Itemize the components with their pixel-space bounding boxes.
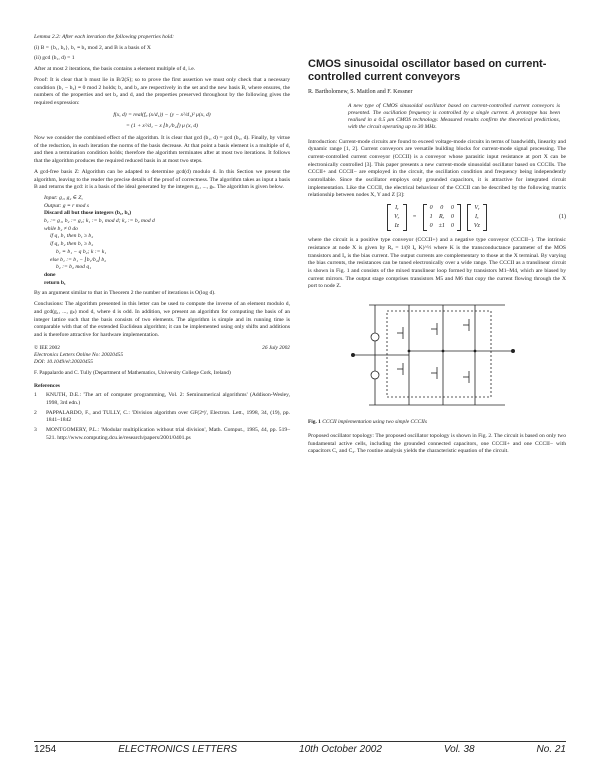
- figure-caption-label: Fig. 1: [308, 419, 321, 426]
- issue-number: No. 21: [536, 744, 566, 755]
- matrix-lhs: [387, 204, 406, 231]
- reference-text: KNUTH, D.E.: 'The art of computer programming, Vol. 2: Seminumerical algorithms' (Addison-Wesley, 1998, 3rd edn.): [46, 392, 290, 407]
- equation-1: f(x, d) = real(f₀ (x/d₁)) − (y − x²/d₁)² μ(x, d): [113, 111, 211, 118]
- footer-rule: [34, 741, 566, 742]
- lemma-heading: Lemma 2.2: After each iteration the following properties hold:: [34, 34, 174, 40]
- algo-keyword-line: return b₁: [44, 279, 66, 286]
- algo-keyword-line: done: [44, 271, 56, 278]
- reference-number: 1: [34, 392, 37, 399]
- matrix-cell: Iₓ: [475, 213, 479, 220]
- circuit-schematic: [347, 297, 527, 415]
- references-heading: References: [34, 382, 60, 389]
- reference-number: 3: [34, 427, 37, 434]
- received-date: 26 July 2002: [262, 344, 290, 351]
- journal-name: ELECTRONICS LETTERS: [118, 744, 238, 755]
- algo-line: b₁ ≡ b₁ − q b₂; k := k₁: [56, 248, 107, 255]
- doi-line: DOI: 10.1049/el:20020455: [34, 358, 93, 365]
- algo-line: b₂ := b₂ mod q₁: [56, 264, 92, 271]
- equation-2: = (1 + x²/d₁ − x ⌊b₁/b₂⌋) μ (x, d): [126, 123, 198, 130]
- transistor-column-right: [463, 305, 475, 405]
- right-column: [308, 58, 566, 459]
- reference-item: [34, 410, 290, 425]
- algorithm-block: [34, 195, 290, 287]
- matrix-coefficients: [423, 204, 461, 231]
- matrix-rhs: [467, 204, 487, 231]
- page-number: 1254: [34, 744, 57, 755]
- matrix-cell: 0: [440, 205, 444, 212]
- reference-item: [34, 392, 290, 407]
- left-column: [34, 34, 290, 445]
- introduction-paragraph: Introduction: Current-mode circuits are found to exceed voltage-mode circuits in terms of bandwidth, linearity and dynamic range [1, 2]. Current conveyors are versatile building blocks for current-mode signal processing. The current-controlled current conveyor (CCCII) is a conveyor whose parasitic input resistance at port X can be electronically controlled [3]. This paper presents a new current-mode sinusoidal oscillator based on CCCIIs. The CCCII+ and CCCII− are employed in the circuit, the oscillation condition and frequency being independently controllable. Since the oscillator employs only grounded capacitors, it is attractive for integrated circuit implementation. Like the CCCII, the electrical behaviour of the CCCII can be described by the following matrix relationship between nodes X, Y and Z [3]:: [308, 138, 566, 199]
- algo-line: else b₁ := b₁ − ⌊b₁/b₂⌋ b₂: [50, 256, 107, 263]
- matrix-cell: Iz: [394, 222, 399, 229]
- matrix-cell: ±1: [438, 222, 445, 229]
- reference-item: [34, 427, 290, 442]
- proof-paragraph: Proof: It is clear that b must lie in B/2(S); so to prove the first assertion we must only check that a necessary condition (b₁ − b₂) ≡ 0 mod 2 holds; b₁ and b₂ are respectively in the set and the new basis B, where ensures, the numbers of the properties and set b₂ and d, and the properties preserved throughout by the following gives the required expression:: [34, 76, 290, 106]
- current-source: [371, 333, 379, 341]
- after-algorithm-text: By an argument similar to that in Theorem 2 the number of iterations is O(log d).: [34, 290, 216, 297]
- after-equation-text: Now we consider the combined effect of the algorithm. It is clear that gcd (b₁, d) = gcd (b₂, d). Finally, by virtue of the reduction, in each iteration the norms of the basis decrease. At that point a basis element is a multiple of d, and then a termination condition holds; therefore the algorithm terminates after at most two iterations. It follows that the algorithm produces the required reduced basis in at most two steps.: [34, 135, 290, 165]
- algo-line: while b₂ ≠ 0 do: [44, 225, 78, 232]
- matrix-equation: [308, 204, 566, 231]
- matrix-cell: 0: [450, 213, 454, 220]
- reference-number: 2: [34, 409, 37, 416]
- transistor-column-mid: [431, 305, 443, 405]
- article-authors: R. Bartholomew, S. Maitlon and F. Kessner: [308, 89, 413, 95]
- circuit-description-paragraph: where the circuit is a positive type conveyor (CCCII+) and a negative type conveyor (CCCII−). The intrinsic resistance at node X is given by Rₓ = 1/(8 I₀ K)^½ where K is the transconductance parameter of the MOS transistors and I₀ is the bias current. The output currents are complementary to those at the X terminal. By varying the bias currents, the resistances can be tuned electronically over a wide range. The CCCII as a translinear circuit is shown in Fig. 1 and consists of the mixed translinear loop formed by transistors M1–M4, which are biased by current mirrors. The output stage comprises transistors M5 and M6 that copy the current flowing through the X port to node Z.: [308, 237, 566, 290]
- lemma-item-ii: (ii) gcd (b₁, d) = 1: [34, 55, 75, 62]
- online-number: Electronics Letters Online No: 20020455: [34, 351, 124, 358]
- copyright-line: © IEE 2002: [34, 344, 60, 351]
- author-affiliation: F. Pappalardo and C. Tully (Department of Mathematics, University College Cork, Ireland): [34, 369, 231, 376]
- matrix-cell: 0: [429, 222, 433, 229]
- issue-date: 10th October 2002: [299, 744, 382, 755]
- matrix-cell: Rₓ: [439, 213, 445, 220]
- matrix-cell: Vz: [473, 222, 480, 229]
- circuit-figure: [308, 297, 566, 415]
- after-lemma-text: After at most 2 iterations, the basis contains a element multiple of d, i.e.: [34, 66, 196, 73]
- current-source: [371, 371, 379, 379]
- figure-caption: [308, 419, 566, 427]
- matrix-cell: Iᵧ: [395, 205, 399, 212]
- article-title: CMOS sinusoidal oscillator based on current-controlled current conveyors: [308, 58, 547, 83]
- volume: Vol. 38: [443, 744, 475, 755]
- algo-keyword-line: Discard all but those integers (b₁, b₂): [44, 210, 132, 217]
- proposed-topology-paragraph: Proposed oscillator topology: The proposed oscillator topology is shown in Fig. 2. The circuit is based on only two fundamental active cells, including the grounded connected capacitors, one CCCII+ and one CCCII− with capacitors C₁ and C₂. The routine analysis yields the characteristic equation of the circuit.: [308, 432, 566, 455]
- conclusions-paragraph: Conclusions: The algorithm presented in this letter can be used to compute the inverse of an element modulo d, and gcd(g₁, ..., gₖ) mod d, where d is odd. In addition, we present an algorithm for computing the basis of an integer lattice such that the basis consists of two elements. The algorithm is simple and its running time is comparable with that of the extended Euclidean algorithm; it can be implemented using only shifts and additions and is therefore attractive for hardware implementation.: [34, 301, 290, 338]
- equation-number: (1): [559, 213, 566, 220]
- page-footer: [34, 744, 566, 758]
- equals-sign: =: [412, 213, 417, 220]
- matrix-cell: 1: [429, 213, 433, 220]
- lemma-item-i: (i) B = {b₁, b₂}, b₁ ≡ b₂ mod 2, and B is a basis of X: [34, 44, 151, 51]
- matrix-cell: 0: [450, 205, 454, 212]
- algo-input: Input: g₁, g₂ ∈ Z,: [44, 194, 83, 201]
- reference-text: PAPPALARDO, F., and TULLY, C.: 'Division algorithm over GF(2ⁿ)', Electron. Lett., 1998, 34, (19), pp. 1841–1842: [46, 409, 290, 424]
- gcd-section-text: A gcd-free basis Z: Algorithm can be adapted to determine gcd(d) modulo d. In this Section we present the algorithm, leaving to the reader the precise details of the proof of correctness. The algorithm takes as input a basis B and returns the gcd: it is a basis of the ideal generated by the integers g₁, ..., gₖ. The algorithm is given below.: [34, 168, 290, 191]
- algo-line: b₁ := g₁, b₂ := g₂; k₁ := b₁ mod d; k₂ := b₂ mod d: [44, 218, 155, 225]
- reference-text: MONTGOMERY, P.L.: 'Modular multiplication without trial division', Math. Comput., 1985, 44, pp. 519–521. http://www.computing.dcu.ie/research/papers/2001/0401.ps: [46, 427, 290, 441]
- algo-line: if q₁ b₁ then b₁ ≥ b₂: [50, 233, 94, 240]
- matrix-cell: Vᵧ: [474, 205, 480, 212]
- algo-line: if q₂ b₂ then b₁ ≥ b₂: [50, 241, 94, 248]
- matrix-cell: 0: [429, 205, 433, 212]
- article-meta: [34, 345, 290, 377]
- article-abstract: A new type of CMOS sinusoidal oscillator based on current-controlled current conveyors is presented. The oscillation frequency is controlled by a single current. A prototype has been realised in a 0.5 μm CMOS technology. Measured results confirm the theoretical predictions, with the circuit operating up to 30 MHz.: [348, 102, 560, 131]
- matrix-cell: Vₓ: [394, 213, 400, 220]
- figure-caption-text: CCCII implementation using two simple CCCIIs: [322, 419, 427, 426]
- algo-output: Output: g ≡ r mod s: [44, 202, 89, 209]
- matrix-cell: 0: [450, 222, 454, 229]
